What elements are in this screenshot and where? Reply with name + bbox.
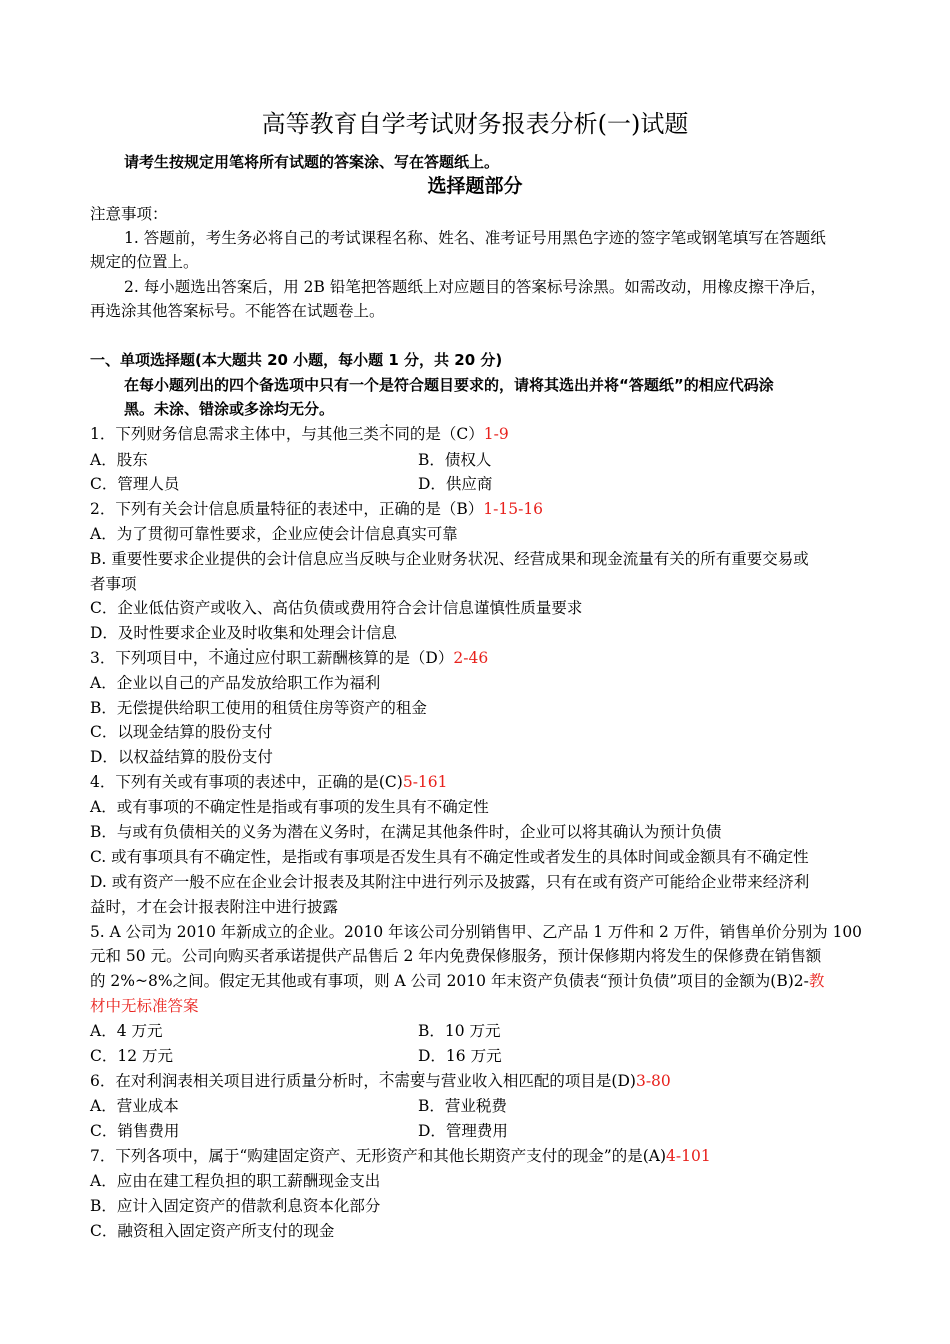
part1-desc-line-2: 黑。未涂、错涂或多涂均无分。 — [124, 400, 335, 418]
question-5-line-2: 元和 50 元。公司向购买者承诺提供产品售后 2 年内免费保修服务，预计保修期内将发生的保修费在销售额 — [90, 947, 822, 965]
section-title: 选择题部分 — [427, 175, 523, 197]
q4-option-a: A．或有事项的不确定性是指或有事项的发生具有不确定性 — [90, 798, 489, 816]
q7-option-a: A．应由在建工程负担的职工薪酬现金支出 — [90, 1172, 381, 1190]
q1-option-d: D．供应商 — [418, 475, 493, 493]
q6-option-d: D．管理费用 — [418, 1122, 508, 1140]
question-text: 7．下列各项中，属于“购建固定资产、无形资产和其他长期资产支付的现金”的是(A) — [90, 1147, 667, 1165]
q2-option-d: D．及时性要求企业及时收集和处理会计信息 — [90, 624, 397, 642]
q1-option-b: B．债权人 — [418, 451, 492, 469]
question-5-line-1: 5. A 公司为 2010 年新成立的企业。2010 年该公司分别销售甲、乙产品 1 万件和 2 万件，销售单价分别为 100 — [90, 923, 862, 941]
q5-option-b: B．10 万元 — [418, 1022, 501, 1040]
q3-option-c: C．以现金结算的股份支付 — [90, 723, 273, 741]
q4-option-c: C. 或有事项具有不确定性，是指或有事项是否发生具有不确定性或者发生的具体时间或金额具有不确定性 — [90, 848, 809, 866]
question-4 — [90, 770, 448, 794]
reference-mark: 2-46 — [453, 649, 489, 667]
emphasis-char: 不 — [378, 425, 395, 443]
emphasis-char: 过 — [239, 649, 255, 667]
reference-mark: 1-15-16 — [483, 500, 544, 518]
q4-option-d-line-1: D. 或有资产一般不应在企业会计报表及其附注中进行列示及披露，只有在或有资产可能给企业带来经济利 — [90, 873, 810, 891]
instruction-text: 请考生按规定用笔将所有试题的答案涂、写在答题纸上。 — [124, 153, 500, 171]
reference-mark: 1-9 — [483, 425, 509, 443]
question-text: 4．下列有关或有事项的表述中，正确的是(C) — [90, 773, 403, 791]
q7-option-c: C．融资租入固定资产所支付的现金 — [90, 1222, 335, 1240]
question-text: 应付职工薪酬核算的是（D） — [254, 649, 454, 667]
q3-option-b: B．无偿提供给职工使用的租赁住房等资产的租金 — [90, 699, 427, 717]
page-title: 高等教育自学考试财务报表分析(一)试题 — [261, 110, 689, 138]
q6-option-c: C．销售费用 — [90, 1122, 180, 1140]
q2-option-b-line-1: B. 重要性要求企业提供的会计信息应当反映与企业财务状况、经营成果和现金流量有关的所有重要交易或 — [90, 550, 809, 568]
question-text: 与营业收入相匹配的项目是(D) — [425, 1072, 636, 1090]
q2-option-a: A．为了贯彻可靠性要求，企业应使会计信息真实可靠 — [90, 525, 458, 543]
question-5-line-3 — [90, 969, 824, 993]
q5-option-d: D．16 万元 — [418, 1047, 502, 1065]
question-text: 3．下列项目中， — [90, 649, 209, 667]
notes-heading: 注意事项： — [90, 205, 168, 223]
question-6 — [90, 1069, 671, 1093]
question-3 — [90, 646, 488, 670]
q1-option-a: A．股东 — [90, 451, 148, 469]
note-2-line-1: 2. 每小题选出答案后，用 2B 铅笔把答题纸上对应题目的答案标号涂黑。如需改动，用橡皮擦干净后， — [124, 278, 826, 296]
question-text: 1．下列财务信息需求主体中，与其他三类 — [90, 425, 379, 443]
emphasis-char: 要 — [409, 1072, 426, 1090]
q2-option-c: C．企业低估资产或收入、高估负债或费用符合会计信息谨慎性质量要求 — [90, 599, 583, 617]
reference-mark: 3-80 — [635, 1072, 671, 1090]
note-1-line-1: 1. 答题前，考生务必将自己的考试课程名称、姓名、准考证号用黑色字迹的签字笔或钢笔填写在答题纸 — [124, 229, 826, 247]
question-text: 6．在对利润表相关项目进行质量分析时， — [90, 1072, 379, 1090]
q7-option-b: B．应计入固定资产的借款利息资本化部分 — [90, 1197, 381, 1215]
emphasis-char: 不 — [208, 649, 224, 667]
reference-mark: 4-101 — [666, 1147, 711, 1165]
question-text: 同的是（C） — [394, 425, 484, 443]
part1-heading: 一、单项选择题(本大题共 20 小题，每小题 1 分，共 20 分) — [90, 351, 503, 369]
emphasis-char: 通 — [223, 649, 240, 667]
q1-option-c: C．管理人员 — [90, 475, 180, 493]
q3-option-a: A．企业以自己的产品发放给职工作为福利 — [90, 674, 381, 692]
question-text: 的 2%~8%之间。假定无其他或有事项，则 A 公司 2010 年末资产负债表“预计负债”项目的金额为(B)2- — [90, 972, 809, 990]
question-5-reference: 材中无标准答案 — [90, 997, 199, 1015]
q4-option-b: B．与或有负债相关的义务为潜在义务时，在满足其他条件时，企业可以将其确认为预计负债 — [90, 823, 722, 841]
part1-desc-line-1: 在每小题列出的四个备选项中只有一个是符合题目要求的，请将其选出并将“答题纸”的相应代码涂 — [124, 376, 774, 394]
q5-option-c: C．12 万元 — [90, 1047, 174, 1065]
reference-mark: 教 — [808, 972, 825, 990]
q2-option-b-line-2: 者事项 — [90, 575, 137, 593]
note-2-line-2: 再选涂其他答案标号。不能答在试题卷上。 — [90, 302, 385, 320]
emphasis-char: 不 — [378, 1072, 395, 1090]
emphasis-char: 需 — [394, 1072, 410, 1090]
q5-option-a: A．4 万元 — [90, 1022, 163, 1040]
q6-option-a: A．营业成本 — [90, 1097, 179, 1115]
note-1-line-2: 规定的位置上。 — [90, 253, 199, 271]
reference-mark: 5-161 — [402, 773, 448, 791]
q3-option-d: D．以权益结算的股份支付 — [90, 748, 273, 766]
q6-option-b: B．营业税费 — [418, 1097, 507, 1115]
question-text: 2．下列有关会计信息质量特征的表述中，正确的是（B） — [90, 500, 484, 518]
question-2 — [90, 497, 543, 521]
question-7 — [90, 1144, 711, 1168]
q4-option-d-line-2: 益时，才在会计报表附注中进行披露 — [90, 898, 339, 916]
question-1 — [90, 422, 509, 446]
